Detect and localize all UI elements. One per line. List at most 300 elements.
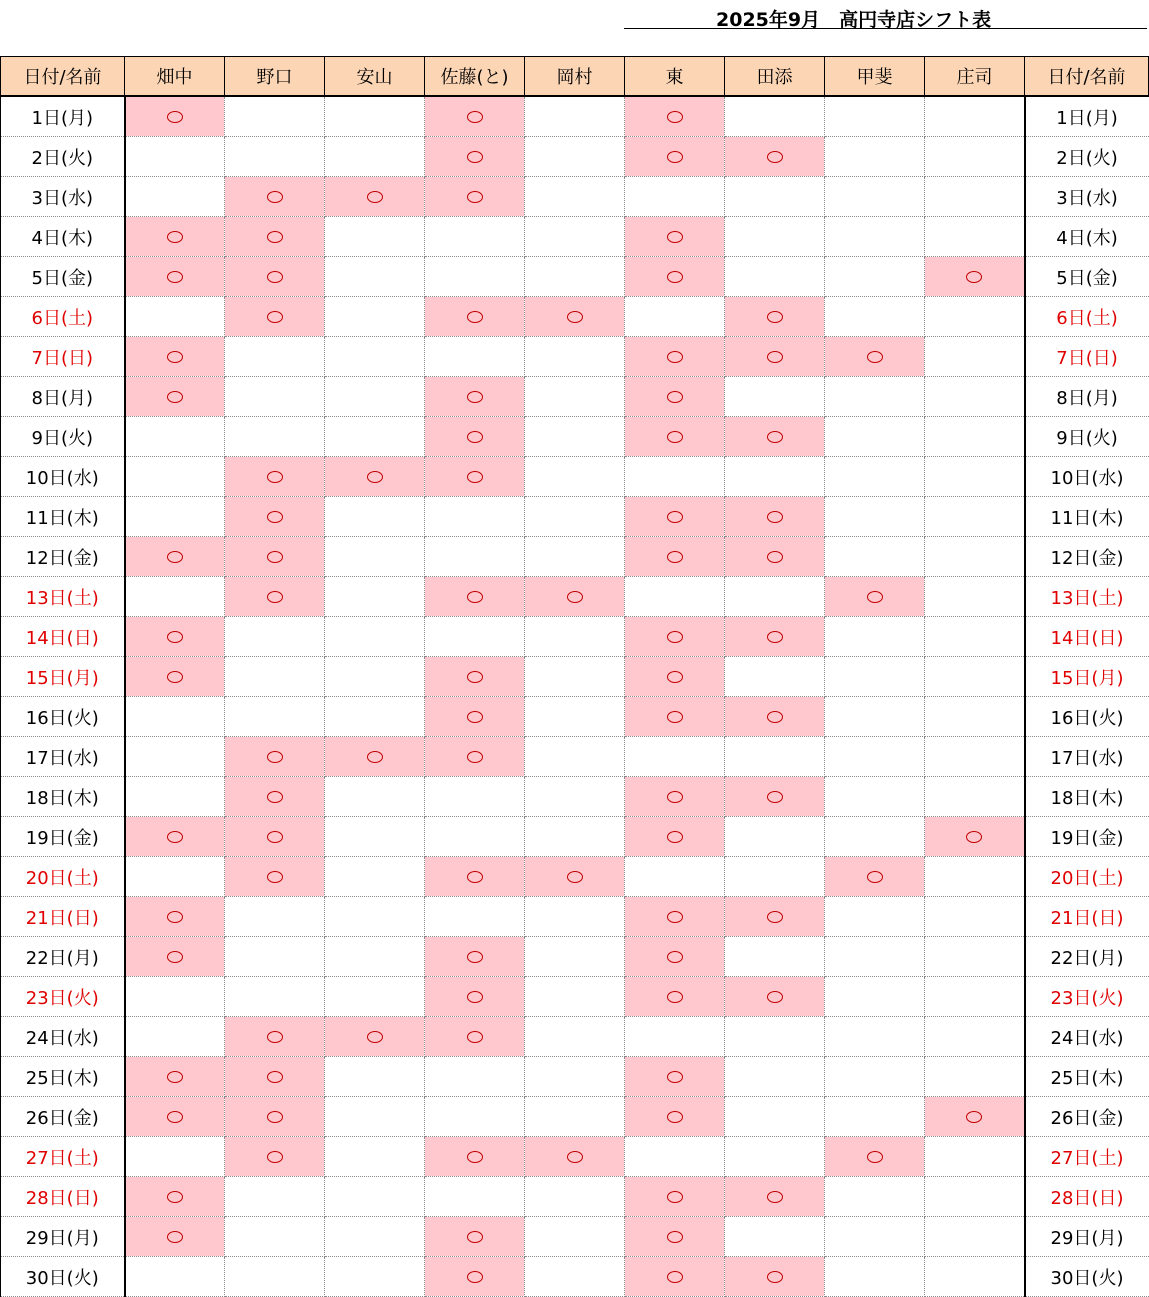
shift-cell[interactable] <box>725 577 825 617</box>
shift-cell[interactable] <box>525 697 625 737</box>
date-cell-right[interactable]: 3日(水) <box>1025 177 1149 217</box>
shift-cell[interactable] <box>825 1097 925 1137</box>
shift-cell[interactable] <box>625 857 725 897</box>
shift-cell[interactable] <box>425 1177 525 1217</box>
shift-cell[interactable] <box>325 897 425 937</box>
shift-cell[interactable] <box>125 377 225 417</box>
shift-cell[interactable] <box>725 337 825 377</box>
shift-cell[interactable] <box>925 737 1025 777</box>
shift-cell[interactable] <box>625 1137 725 1177</box>
shift-cell[interactable] <box>725 377 825 417</box>
shift-cell[interactable] <box>925 1017 1025 1057</box>
header-staff-7[interactable]: 田添 <box>725 57 825 97</box>
shift-cell[interactable] <box>125 1217 225 1257</box>
shift-cell[interactable] <box>225 1097 325 1137</box>
date-cell-left[interactable]: 19日(金) <box>1 817 125 857</box>
header-staff-3[interactable]: 安山 <box>325 57 425 97</box>
shift-cell[interactable] <box>125 1137 225 1177</box>
shift-cell[interactable] <box>625 977 725 1017</box>
shift-cell[interactable] <box>925 1137 1025 1177</box>
date-cell-right[interactable]: 16日(火) <box>1025 697 1149 737</box>
shift-cell[interactable] <box>225 96 325 137</box>
date-cell-right[interactable]: 30日(火) <box>1025 1257 1149 1297</box>
date-cell-right[interactable]: 2日(火) <box>1025 137 1149 177</box>
shift-cell[interactable] <box>525 857 625 897</box>
shift-cell[interactable] <box>525 737 625 777</box>
shift-cell[interactable] <box>425 257 525 297</box>
shift-cell[interactable] <box>725 617 825 657</box>
shift-cell[interactable] <box>425 1017 525 1057</box>
shift-cell[interactable] <box>825 737 925 777</box>
shift-cell[interactable] <box>225 1257 325 1297</box>
shift-cell[interactable] <box>225 497 325 537</box>
shift-cell[interactable] <box>825 1177 925 1217</box>
shift-cell[interactable] <box>225 977 325 1017</box>
date-cell-left[interactable]: 14日(日) <box>1 617 125 657</box>
shift-cell[interactable] <box>925 417 1025 457</box>
shift-cell[interactable] <box>225 337 325 377</box>
shift-cell[interactable] <box>625 337 725 377</box>
shift-cell[interactable] <box>525 137 625 177</box>
shift-cell[interactable] <box>325 417 425 457</box>
shift-cell[interactable] <box>725 217 825 257</box>
shift-cell[interactable] <box>525 1217 625 1257</box>
shift-cell[interactable] <box>425 537 525 577</box>
shift-cell[interactable] <box>925 777 1025 817</box>
shift-cell[interactable] <box>925 817 1025 857</box>
shift-cell[interactable] <box>725 1217 825 1257</box>
shift-cell[interactable] <box>725 96 825 137</box>
date-cell-right[interactable]: 9日(火) <box>1025 417 1149 457</box>
date-cell-left[interactable]: 18日(木) <box>1 777 125 817</box>
shift-cell[interactable] <box>425 217 525 257</box>
shift-cell[interactable] <box>325 1097 425 1137</box>
shift-cell[interactable] <box>625 937 725 977</box>
shift-cell[interactable] <box>625 537 725 577</box>
shift-cell[interactable] <box>125 817 225 857</box>
shift-cell[interactable] <box>825 1217 925 1257</box>
date-cell-right[interactable]: 8日(月) <box>1025 377 1149 417</box>
date-cell-right[interactable]: 28日(日) <box>1025 1177 1149 1217</box>
date-cell-left[interactable]: 21日(日) <box>1 897 125 937</box>
date-cell-right[interactable]: 27日(土) <box>1025 1137 1149 1177</box>
shift-cell[interactable] <box>325 697 425 737</box>
shift-cell[interactable] <box>625 1017 725 1057</box>
shift-cell[interactable] <box>325 937 425 977</box>
shift-cell[interactable] <box>525 497 625 537</box>
shift-cell[interactable] <box>225 897 325 937</box>
shift-cell[interactable] <box>525 177 625 217</box>
shift-cell[interactable] <box>525 577 625 617</box>
shift-cell[interactable] <box>425 497 525 537</box>
date-cell-left[interactable]: 8日(月) <box>1 377 125 417</box>
shift-cell[interactable] <box>225 137 325 177</box>
shift-cell[interactable] <box>825 777 925 817</box>
shift-cell[interactable] <box>525 777 625 817</box>
shift-cell[interactable] <box>625 457 725 497</box>
shift-cell[interactable] <box>125 697 225 737</box>
shift-cell[interactable] <box>125 457 225 497</box>
shift-cell[interactable] <box>425 297 525 337</box>
shift-cell[interactable] <box>125 1017 225 1057</box>
shift-cell[interactable] <box>825 897 925 937</box>
shift-cell[interactable] <box>925 1057 1025 1097</box>
shift-cell[interactable] <box>625 377 725 417</box>
shift-cell[interactable] <box>425 817 525 857</box>
shift-cell[interactable] <box>425 417 525 457</box>
shift-cell[interactable] <box>425 777 525 817</box>
shift-cell[interactable] <box>925 177 1025 217</box>
shift-cell[interactable] <box>225 457 325 497</box>
shift-cell[interactable] <box>725 537 825 577</box>
shift-cell[interactable] <box>825 817 925 857</box>
shift-cell[interactable] <box>925 257 1025 297</box>
shift-cell[interactable] <box>425 937 525 977</box>
shift-cell[interactable] <box>425 1057 525 1097</box>
date-cell-right[interactable]: 15日(月) <box>1025 657 1149 697</box>
shift-cell[interactable] <box>925 617 1025 657</box>
shift-cell[interactable] <box>425 1137 525 1177</box>
shift-cell[interactable] <box>825 857 925 897</box>
date-cell-left[interactable]: 6日(土) <box>1 297 125 337</box>
header-staff-4[interactable]: 佐藤(と) <box>425 57 525 97</box>
shift-cell[interactable] <box>625 737 725 777</box>
shift-cell[interactable] <box>625 1217 725 1257</box>
shift-cell[interactable] <box>725 1097 825 1137</box>
shift-cell[interactable] <box>525 1097 625 1137</box>
shift-cell[interactable] <box>525 297 625 337</box>
shift-cell[interactable] <box>625 777 725 817</box>
date-cell-left[interactable]: 29日(月) <box>1 1217 125 1257</box>
date-cell-right[interactable]: 26日(金) <box>1025 1097 1149 1137</box>
shift-cell[interactable] <box>225 1057 325 1097</box>
shift-cell[interactable] <box>425 977 525 1017</box>
shift-cell[interactable] <box>225 817 325 857</box>
shift-cell[interactable] <box>325 577 425 617</box>
date-cell-right[interactable]: 14日(日) <box>1025 617 1149 657</box>
shift-cell[interactable] <box>425 177 525 217</box>
date-cell-left[interactable]: 15日(月) <box>1 657 125 697</box>
shift-cell[interactable] <box>325 297 425 337</box>
shift-cell[interactable] <box>325 177 425 217</box>
shift-cell[interactable] <box>625 897 725 937</box>
shift-cell[interactable] <box>625 257 725 297</box>
shift-cell[interactable] <box>225 297 325 337</box>
date-cell-right[interactable]: 20日(土) <box>1025 857 1149 897</box>
shift-cell[interactable] <box>525 817 625 857</box>
shift-cell[interactable] <box>825 297 925 337</box>
shift-cell[interactable] <box>525 1137 625 1177</box>
shift-cell[interactable] <box>925 977 1025 1017</box>
shift-cell[interactable] <box>625 817 725 857</box>
shift-cell[interactable] <box>525 657 625 697</box>
shift-cell[interactable] <box>225 257 325 297</box>
shift-cell[interactable] <box>325 777 425 817</box>
shift-cell[interactable] <box>825 137 925 177</box>
date-cell-right[interactable]: 10日(水) <box>1025 457 1149 497</box>
shift-cell[interactable] <box>325 1057 425 1097</box>
shift-cell[interactable] <box>425 1217 525 1257</box>
shift-cell[interactable] <box>325 1257 425 1297</box>
header-date-left[interactable]: 日付/名前 <box>1 57 125 97</box>
date-cell-right[interactable]: 21日(日) <box>1025 897 1149 937</box>
date-cell-right[interactable]: 19日(金) <box>1025 817 1149 857</box>
shift-cell[interactable] <box>725 697 825 737</box>
header-staff-6[interactable]: 東 <box>625 57 725 97</box>
shift-cell[interactable] <box>325 257 425 297</box>
shift-cell[interactable] <box>925 937 1025 977</box>
shift-cell[interactable] <box>925 497 1025 537</box>
shift-cell[interactable] <box>725 897 825 937</box>
shift-cell[interactable] <box>125 96 225 137</box>
date-cell-left[interactable]: 2日(火) <box>1 137 125 177</box>
shift-cell[interactable] <box>125 1257 225 1297</box>
shift-cell[interactable] <box>425 697 525 737</box>
shift-cell[interactable] <box>925 537 1025 577</box>
shift-cell[interactable] <box>525 537 625 577</box>
shift-cell[interactable] <box>925 577 1025 617</box>
header-date-right[interactable]: 日付/名前 <box>1025 57 1149 97</box>
shift-cell[interactable] <box>325 1217 425 1257</box>
shift-cell[interactable] <box>825 697 925 737</box>
date-cell-left[interactable]: 30日(火) <box>1 1257 125 1297</box>
shift-cell[interactable] <box>225 577 325 617</box>
shift-cell[interactable] <box>125 497 225 537</box>
date-cell-left[interactable]: 13日(土) <box>1 577 125 617</box>
shift-cell[interactable] <box>725 937 825 977</box>
shift-cell[interactable] <box>525 457 625 497</box>
shift-cell[interactable] <box>625 297 725 337</box>
shift-cell[interactable] <box>825 457 925 497</box>
shift-cell[interactable] <box>525 1017 625 1057</box>
shift-cell[interactable] <box>925 857 1025 897</box>
shift-cell[interactable] <box>125 617 225 657</box>
shift-cell[interactable] <box>925 217 1025 257</box>
date-cell-right[interactable]: 17日(水) <box>1025 737 1149 777</box>
shift-cell[interactable] <box>825 1257 925 1297</box>
shift-cell[interactable] <box>125 977 225 1017</box>
shift-cell[interactable] <box>325 337 425 377</box>
shift-cell[interactable] <box>925 337 1025 377</box>
date-cell-right[interactable]: 12日(金) <box>1025 537 1149 577</box>
shift-cell[interactable] <box>225 937 325 977</box>
shift-cell[interactable] <box>225 177 325 217</box>
date-cell-right[interactable]: 22日(月) <box>1025 937 1149 977</box>
shift-cell[interactable] <box>125 257 225 297</box>
date-cell-right[interactable]: 23日(火) <box>1025 977 1149 1017</box>
shift-cell[interactable] <box>725 257 825 297</box>
shift-cell[interactable] <box>725 737 825 777</box>
date-cell-right[interactable]: 1日(月) <box>1025 96 1149 137</box>
shift-cell[interactable] <box>625 1177 725 1217</box>
date-cell-left[interactable]: 23日(火) <box>1 977 125 1017</box>
date-cell-left[interactable]: 28日(日) <box>1 1177 125 1217</box>
shift-cell[interactable] <box>225 737 325 777</box>
shift-cell[interactable] <box>925 137 1025 177</box>
shift-cell[interactable] <box>225 217 325 257</box>
date-cell-right[interactable]: 24日(水) <box>1025 1017 1149 1057</box>
shift-cell[interactable] <box>225 417 325 457</box>
shift-cell[interactable] <box>925 1177 1025 1217</box>
date-cell-left[interactable]: 20日(土) <box>1 857 125 897</box>
shift-cell[interactable] <box>125 417 225 457</box>
shift-cell[interactable] <box>725 1017 825 1057</box>
shift-cell[interactable] <box>425 377 525 417</box>
shift-cell[interactable] <box>125 937 225 977</box>
shift-cell[interactable] <box>625 1057 725 1097</box>
shift-cell[interactable] <box>325 217 425 257</box>
shift-cell[interactable] <box>225 1017 325 1057</box>
date-cell-left[interactable]: 3日(水) <box>1 177 125 217</box>
shift-cell[interactable] <box>525 96 625 137</box>
shift-cell[interactable] <box>725 1137 825 1177</box>
shift-cell[interactable] <box>225 1177 325 1217</box>
date-cell-right[interactable]: 25日(木) <box>1025 1057 1149 1097</box>
shift-cell[interactable] <box>825 217 925 257</box>
date-cell-left[interactable]: 26日(金) <box>1 1097 125 1137</box>
date-cell-left[interactable]: 17日(水) <box>1 737 125 777</box>
shift-cell[interactable] <box>725 977 825 1017</box>
shift-cell[interactable] <box>725 857 825 897</box>
shift-cell[interactable] <box>825 337 925 377</box>
shift-cell[interactable] <box>225 657 325 697</box>
shift-cell[interactable] <box>825 1017 925 1057</box>
date-cell-left[interactable]: 7日(日) <box>1 337 125 377</box>
shift-cell[interactable] <box>625 177 725 217</box>
shift-cell[interactable] <box>125 217 225 257</box>
shift-cell[interactable] <box>125 137 225 177</box>
shift-cell[interactable] <box>525 617 625 657</box>
shift-cell[interactable] <box>625 577 725 617</box>
shift-cell[interactable] <box>725 297 825 337</box>
shift-cell[interactable] <box>825 417 925 457</box>
date-cell-right[interactable]: 18日(木) <box>1025 777 1149 817</box>
date-cell-left[interactable]: 25日(木) <box>1 1057 125 1097</box>
shift-cell[interactable] <box>625 217 725 257</box>
shift-cell[interactable] <box>325 617 425 657</box>
shift-cell[interactable] <box>325 377 425 417</box>
date-cell-left[interactable]: 16日(火) <box>1 697 125 737</box>
shift-cell[interactable] <box>125 177 225 217</box>
date-cell-left[interactable]: 5日(金) <box>1 257 125 297</box>
shift-cell[interactable] <box>625 1257 725 1297</box>
shift-cell[interactable] <box>325 817 425 857</box>
shift-cell[interactable] <box>125 857 225 897</box>
shift-cell[interactable] <box>925 457 1025 497</box>
shift-cell[interactable] <box>325 497 425 537</box>
shift-cell[interactable] <box>425 1257 525 1297</box>
header-staff-5[interactable]: 岡村 <box>525 57 625 97</box>
shift-cell[interactable] <box>725 1057 825 1097</box>
shift-cell[interactable] <box>325 537 425 577</box>
shift-cell[interactable] <box>825 617 925 657</box>
shift-cell[interactable] <box>325 737 425 777</box>
shift-cell[interactable] <box>325 657 425 697</box>
shift-cell[interactable] <box>125 537 225 577</box>
shift-cell[interactable] <box>425 1097 525 1137</box>
date-cell-left[interactable]: 11日(木) <box>1 497 125 537</box>
shift-cell[interactable] <box>125 337 225 377</box>
shift-cell[interactable] <box>225 617 325 657</box>
shift-cell[interactable] <box>125 1057 225 1097</box>
shift-cell[interactable] <box>525 1057 625 1097</box>
shift-cell[interactable] <box>325 96 425 137</box>
shift-cell[interactable] <box>725 777 825 817</box>
shift-cell[interactable] <box>725 497 825 537</box>
shift-cell[interactable] <box>325 1177 425 1217</box>
shift-cell[interactable] <box>825 497 925 537</box>
shift-cell[interactable] <box>525 1177 625 1217</box>
shift-cell[interactable] <box>725 137 825 177</box>
shift-cell[interactable] <box>425 577 525 617</box>
shift-cell[interactable] <box>525 897 625 937</box>
shift-cell[interactable] <box>825 657 925 697</box>
date-cell-right[interactable]: 13日(土) <box>1025 577 1149 617</box>
shift-cell[interactable] <box>525 417 625 457</box>
date-cell-left[interactable]: 22日(月) <box>1 937 125 977</box>
shift-cell[interactable] <box>225 1137 325 1177</box>
shift-cell[interactable] <box>825 537 925 577</box>
shift-cell[interactable] <box>825 577 925 617</box>
shift-cell[interactable] <box>725 177 825 217</box>
shift-cell[interactable] <box>725 417 825 457</box>
date-cell-right[interactable]: 11日(木) <box>1025 497 1149 537</box>
shift-cell[interactable] <box>925 1097 1025 1137</box>
date-cell-left[interactable]: 24日(水) <box>1 1017 125 1057</box>
shift-cell[interactable] <box>125 657 225 697</box>
date-cell-left[interactable]: 9日(火) <box>1 417 125 457</box>
shift-cell[interactable] <box>625 617 725 657</box>
date-cell-left[interactable]: 10日(水) <box>1 457 125 497</box>
shift-cell[interactable] <box>225 857 325 897</box>
shift-cell[interactable] <box>825 1057 925 1097</box>
shift-cell[interactable] <box>925 1257 1025 1297</box>
shift-cell[interactable] <box>325 457 425 497</box>
shift-cell[interactable] <box>825 377 925 417</box>
header-staff-1[interactable]: 畑中 <box>125 57 225 97</box>
shift-cell[interactable] <box>925 96 1025 137</box>
header-staff-8[interactable]: 甲斐 <box>825 57 925 97</box>
shift-cell[interactable] <box>225 697 325 737</box>
shift-cell[interactable] <box>825 96 925 137</box>
date-cell-right[interactable]: 7日(日) <box>1025 337 1149 377</box>
date-cell-left[interactable]: 1日(月) <box>1 96 125 137</box>
shift-cell[interactable] <box>425 457 525 497</box>
shift-cell[interactable] <box>625 417 725 457</box>
shift-cell[interactable] <box>425 96 525 137</box>
shift-cell[interactable] <box>825 257 925 297</box>
shift-cell[interactable] <box>825 977 925 1017</box>
shift-cell[interactable] <box>425 857 525 897</box>
shift-cell[interactable] <box>125 737 225 777</box>
shift-cell[interactable] <box>325 1017 425 1057</box>
shift-cell[interactable] <box>925 697 1025 737</box>
date-cell-right[interactable]: 6日(土) <box>1025 297 1149 337</box>
shift-cell[interactable] <box>825 1137 925 1177</box>
shift-cell[interactable] <box>325 857 425 897</box>
shift-cell[interactable] <box>525 257 625 297</box>
shift-cell[interactable] <box>625 96 725 137</box>
date-cell-left[interactable]: 12日(金) <box>1 537 125 577</box>
shift-cell[interactable] <box>425 617 525 657</box>
shift-cell[interactable] <box>425 337 525 377</box>
date-cell-left[interactable]: 27日(土) <box>1 1137 125 1177</box>
shift-cell[interactable] <box>725 817 825 857</box>
shift-cell[interactable] <box>625 497 725 537</box>
shift-cell[interactable] <box>925 897 1025 937</box>
shift-cell[interactable] <box>125 297 225 337</box>
shift-cell[interactable] <box>225 1217 325 1257</box>
